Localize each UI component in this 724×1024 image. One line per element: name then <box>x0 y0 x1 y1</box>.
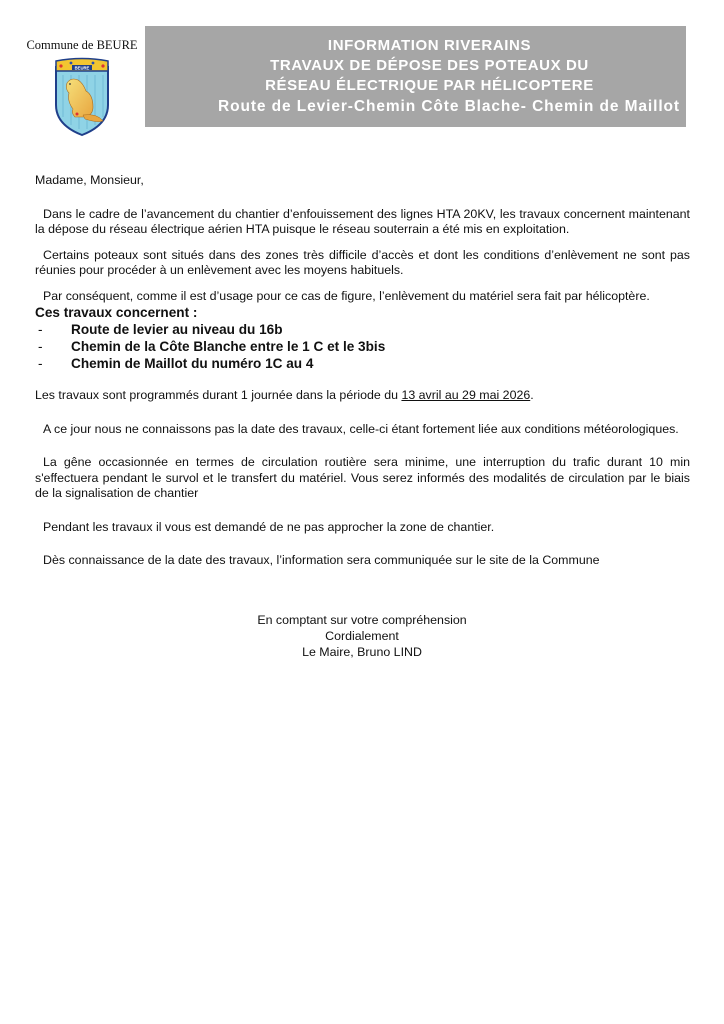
header-title-line-1: INFORMATION RIVERAINS <box>327 37 532 54</box>
commune-name: Commune de BEURE <box>26 38 138 52</box>
paragraph-traffic: La gêne occasionnée en termes de circulation routière sera minime, une interruption du trafic durant 10 min s'effectuera pendant le survol et le transfert du matériel. Vous serez informés des modalités de circulation par le biais de la signalisation de chantier <box>35 455 690 500</box>
concern-item-text: Chemin de la Côte Blanche entre le 1 C et le 3bis <box>71 339 386 354</box>
commune-logo-block <box>20 38 144 137</box>
paragraph-info: Dès connaissance de la date des travaux, l’information sera communiquée sur le site de la Commune <box>43 553 600 567</box>
letter-body <box>35 173 690 569</box>
header-subtitle: Route de Levier-Chemin Côte Blache- Chemin de Maillot <box>218 98 680 115</box>
greeting: Madame, Monsieur, <box>35 173 144 187</box>
closing-line-1: En comptant sur votre compréhension <box>257 613 467 627</box>
header-title-line-3: RÉSEAU ÉLECTRIQUE PAR HÉLICOPTERE <box>265 77 594 94</box>
paragraph-helicopter: Par conséquent, comme il est d’usage pour ce cas de figure, l’enlèvement du matériel sera fait par hélicoptère. <box>43 288 650 303</box>
header-title-line-2: TRAVAUX DE DÉPOSE DES POTEAUX DU <box>270 57 589 74</box>
concern-title: Ces travaux concernent : <box>35 305 198 320</box>
bullet-dash: - <box>38 322 43 337</box>
paragraph-weather: A ce jour nous ne connaissons pas la date des travaux, celle-ci étant fortement liée aux conditions météorologiques. <box>43 421 679 436</box>
closing-line-2: Cordialement <box>325 629 399 643</box>
schedule-period: 13 avril au 29 mai 2026 <box>401 388 531 402</box>
concern-item-text: Chemin de Maillot du numéro 1C au 4 <box>71 356 314 371</box>
beure-coat-of-arms-icon <box>53 57 111 137</box>
concern-list <box>35 321 690 372</box>
header-banner <box>145 26 686 127</box>
paragraph-context: Dans le cadre de l’avancement du chantier d’enfouissement des lignes HTA 20KV, les travaux concernent maintenant la dépose du réseau électrique aérien HTA puisque le réseau souterrain a été mis en exploitation. <box>35 206 690 236</box>
paragraph-access: Certains poteaux sont situés dans des zones très difficile d’accès et dont les conditions d’enlèvement ne sont pas réunies pour procéder à un enlèvement avec les moyens habituels. <box>35 247 690 277</box>
letter-closing <box>0 612 724 660</box>
schedule-prefix: Les travaux sont programmés durant 1 journée dans la période du <box>35 388 402 402</box>
concern-item <box>35 321 690 338</box>
schedule-suffix: . <box>530 388 534 402</box>
crest-label: BEURE <box>74 65 90 71</box>
bullet-dash: - <box>38 339 43 354</box>
concern-item <box>35 355 690 372</box>
concern-item <box>35 338 690 355</box>
schedule-paragraph <box>35 388 690 404</box>
signature: Le Maire, Bruno LIND <box>302 645 422 659</box>
bullet-dash: - <box>38 356 43 371</box>
paragraph-safety: Pendant les travaux il vous est demandé de ne pas approcher la zone de chantier. <box>43 519 495 534</box>
concern-item-text: Route de levier au niveau du 16b <box>71 322 283 337</box>
